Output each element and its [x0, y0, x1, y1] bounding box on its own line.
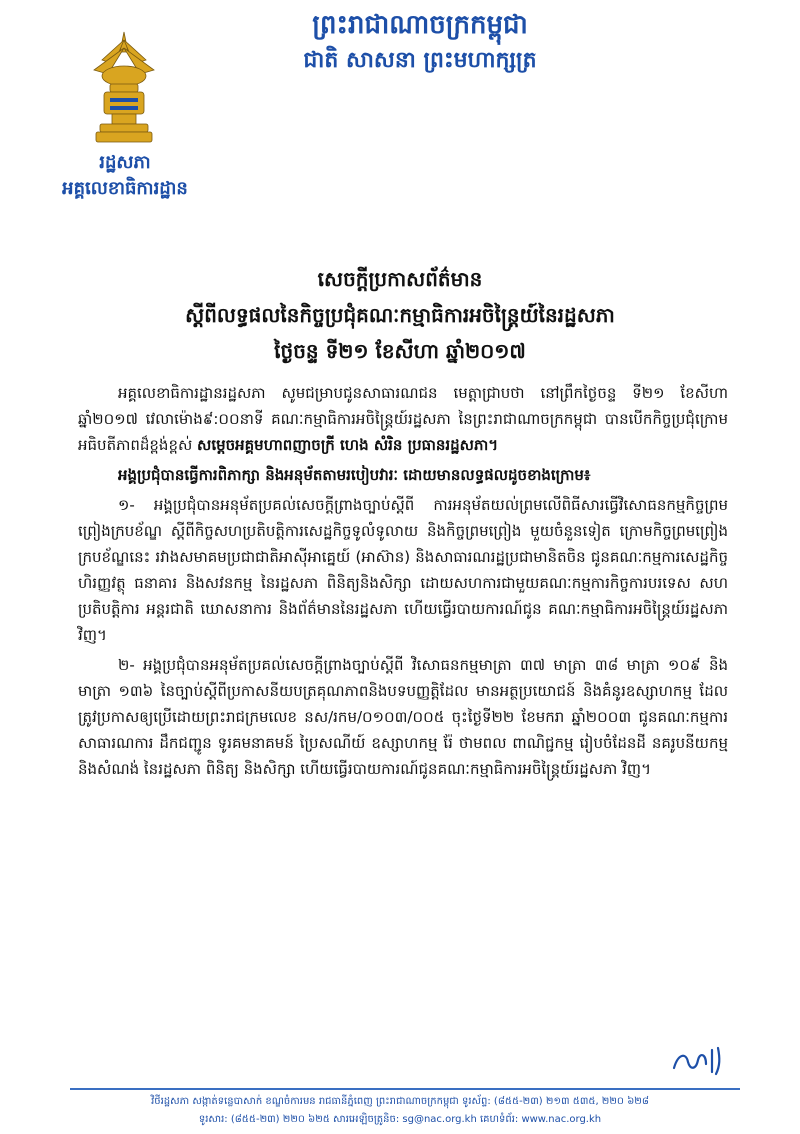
kingdom-heading: ព្រះរាជាណាចក្រកម្ពុជា [312, 10, 528, 40]
document-subject: ស្តីពីលទ្ធផលនៃកិច្ចប្រជុំគណៈកម្មាធិការអចិន្ត្រៃយ៍នៃរដ្ឋសភា [185, 303, 615, 327]
org-department: អគ្គលេខាធិការដ្ឋាន [62, 178, 188, 199]
item-2-paragraph: ២- អង្គប្រជុំបានអនុម័តប្រគល់សេចក្តីព្រាងច្បាប់ស្តីពី វិសោធនកម្មមាត្រា ៣៧ មាត្រា ៣៨ មាត្រា ១០៩ និងមាត្រា ១៣៦ នៃច្បាប់ស្តីពីប្រកាសនីយបត្រគុណភាពនិងបទបញ្ញត្តិដែល មានអត្ថប្រយោជន៍ និងគំនូរឧស្សាហកម្ម ដែលត្រូវប្រកាសឲ្យប្រើដោយព្រះរាជក្រមលេខ នស/រកម/០១០៣/០០៥ ចុះថ្ងៃទី២២ ខែមករា ឆ្នាំ២០០៣ ជូនគណៈកម្មការសាធារណការ ដឹកជញ្ជូន ទូរគមនាគមន៍ ប្រៃសណីយ៍ ឧស្សាហកម្ម រ៉ែ ថាមពល ពាណិជ្ជកម្ម រៀបចំដែនដី នគរូបនីយកម្ម និងសំណង់ នៃរដ្ឋសភា ពិនិត្យ និងសិក្សា ហើយធ្វើរបាយការណ៍ជូនគណៈកម្មាធិការអចិន្ត្រៃយ៍រដ្ឋសភា វិញ។ [78, 656, 728, 778]
document-body [78, 380, 728, 782]
national-motto: ជាតិ សាសនា ព្រះមហាក្សត្រ [303, 48, 537, 73]
document-date: ថ្ងៃចន្ទ ទី២១ ខែសីហា ឆ្នាំ២០១៧ [274, 339, 526, 363]
intro-paragraph [78, 380, 728, 458]
intro-text: អគ្គលេខាធិការដ្ឋានរដ្ឋសភា សូមជម្រាបជូនសាធារណជន មេត្តាជ្រាបថា នៅព្រឹកថ្ងៃចន្ទ ទី២១ ខែសីហា ឆ្នាំ២០១៧ វេលាម៉ោង៩:០០នាទី គណៈកម្មាធិការអចិន្ត្រៃយ៍រដ្ឋសភា នៃព្រះរាជាណាចក្រកម្ពុជា បានបើកកិច្ចប្រជុំក្រោមអធិបតីភាពដ៏ខ្ពង់ខ្ពស់ [78, 384, 728, 454]
document-title: សេចក្តីប្រកាសព័ត៌មាន [317, 267, 483, 291]
footer-contact: ទូរសារ: (៨៥៥-២៣) ២២០ ៦២៥ សារអេឡិចត្រូនិច: sg@nac.org.kh គេហទំព័រ: www.nac.org.kh [198, 1114, 602, 1125]
footer-address: វិថីរដ្ឋសភា សង្កាត់ទន្លេបាសាក់ ខណ្ឌចំការមន រាជធានីភ្នំពេញ ព្រះរាជាណាចក្រកម្ពុជា ទូរស័ព្ទ: (៨៥៥-២៣) ២១៣ ៥៣៥, ២២០ ៦២៨ [151, 1096, 649, 1107]
item-1-paragraph: ១- អង្គប្រជុំបានអនុម័តប្រគល់សេចក្តីព្រាងច្បាប់ស្តីពី ការអនុម័តយល់ព្រមលើពិធីសារធ្វើវិសោធនកម្មកិច្ចព្រមព្រៀងក្របខ័ណ្ឌ ស្តីពីកិច្ចសហប្រតិបត្តិការសេដ្ឋកិច្ចទូលំទូលាយ និងកិច្ចព្រមព្រៀង មួយចំនួនទៀត ក្រោមកិច្ចព្រមព្រៀងក្របខ័ណ្ឌនេះ រវាងសមាគមប្រជាជាតិអាស៊ីអាគ្នេយ៍ (អាស៊ាន) និងសាធារណរដ្ឋប្រជាមានិតចិន ជូនគណៈកម្មការសេដ្ឋកិច្ច ហិរញ្ញវត្ថុ ធនាគារ និងសវនកម្ម នៃរដ្ឋសភា ពិនិត្យនិងសិក្សា ដោយសហការជាមួយគណៈកម្មការកិច្ចការបរទេស សហប្រតិបត្តិការ អន្តរជាតិ ឃោសនាការ និងព័ត៌មាននៃរដ្ឋសភា ហើយធ្វើរបាយការណ៍ជូន គណៈកម្មាធិការអចិន្ត្រៃយ៍រដ្ឋសភា វិញ។ [78, 496, 728, 644]
royal-emblem-icon [88, 30, 160, 150]
org-name: រដ្ឋសភា [99, 152, 151, 173]
footer-rule [70, 1088, 740, 1090]
intro-bold-text: សម្តេចអគ្គមហាពញាចក្រី ហេង សំរិន ប្រធានរដ្ឋសភា។ [197, 436, 499, 454]
signature-mark [668, 1040, 728, 1080]
summary-paragraph: អង្គប្រជុំបានធ្វើការពិភាក្សា និងអនុម័តតាមរបៀបវារៈ ដោយមានលទ្ធផលដូចខាងក្រោម៖ [118, 466, 591, 484]
